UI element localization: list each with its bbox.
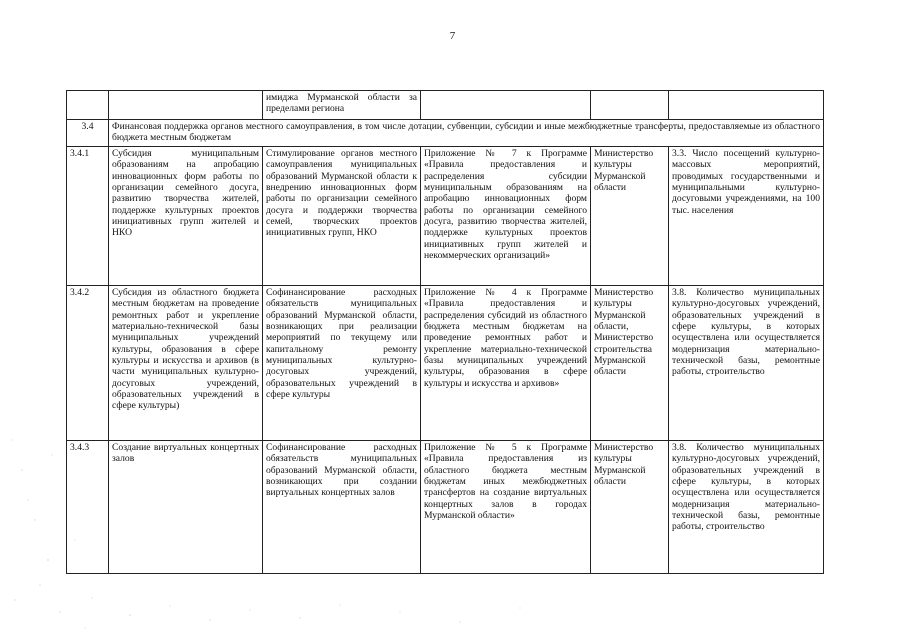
cell-executor: Министерство культуры Мурманской области, Министерство строительства Мурманской области — [591, 286, 669, 441]
cell-document: Приложение № 5 к Программе «Правила предоставления из областного бюджета местным бюджетам иных межбюджетных трансфертов на создание виртуальных концертных залов в городах Мурманской области» — [421, 441, 591, 574]
cell-activity: имиджа Мурманской области за пределами региона — [263, 91, 421, 120]
cell-activity: Стимулирование органов местного самоуправления муниципальных образований Мурманской области к внедрению инновационных форм работы по организации семейного досуга и поддержки творчества семей, творческих проектов инициативных групп, НКО — [263, 147, 421, 286]
cell-activity: Софинансирование расходных обязательств муниципальных образований Мурманской области, возникающих при реализации мероприятий по текущему или капитальному ремонту муниципальных культурно-досуговых учреждений, образовательных учреждений в сфере культуры — [263, 286, 421, 441]
cell-indicator: 3.3. Число посещений культурно-массовых мероприятий, проводимых государственными и муниципальными культурно-досуговыми учреждениями, на 100 тыс. населения — [669, 147, 824, 286]
cell-document: Приложение № 4 к Программе «Правила предоставления и распределения субсидий из областного бюджета местным бюджетам на проведение ремонтных работ и укрепление материально-технической базы муниципальных учреждений культуры, образования в сфере культуры и искусства и архивов» — [421, 286, 591, 441]
cell-executor: Министерство культуры Мурманской области — [591, 441, 669, 574]
section-title: Финансовая поддержка органов местного самоуправления, в том числе дотации, субвенции, субсидии и иные межбюджетные трансферты, предоставляемые из областного бюджета местным бюджетам — [109, 120, 824, 147]
cell-task: Субсидия муниципальным образованиям на апробацию инновационных форм работы по организации семейного досуга, развитию творчества жителей, поддержке культурных проектов инициативных групп жителей и НКО — [109, 147, 263, 286]
cell-num: 3.4.3 — [67, 441, 109, 574]
cell-indicator: 3.8. Количество муниципальных культурно-досуговых учреждений, образовательных учреждений в сфере культуры, в которых осуществлена или осуществляется модернизация материально-технической базы, ремонтные работы, строительство — [669, 441, 824, 574]
section-number: 3.4 — [67, 120, 109, 147]
cell-activity: Софинансирование расходных обязательств муниципальных образований Мурманской области, возникающих при создании виртуальных концертных залов — [263, 441, 421, 574]
cell-indicator: 3.8. Количество муниципальных культурно-досуговых учреждений, образовательных учреждений в сфере культуры, в которых осуществлена или осуществляется модернизация материально-технической базы, ремонтные работы, строительство — [669, 286, 824, 441]
cell-executor: Министерство культуры Мурманской области — [591, 147, 669, 286]
cell-task: Создание виртуальных концертных залов — [109, 441, 263, 574]
cell-num: 3.4.2 — [67, 286, 109, 441]
cell-task: Субсидия из областного бюджета местным бюджетам на проведение ремонтных работ и укрепление материально-технической базы муниципальных учреждений культуры, образования в сфере культуры и искусства и архивов (в части муниципальных культурно-досуговых учреждений, образовательных учреждений в сфере культуры) — [109, 286, 263, 441]
cell-num: 3.4.1 — [67, 147, 109, 286]
page-number: 7 — [449, 30, 456, 42]
cell-document: Приложение № 7 к Программе «Правила предоставления и распределения субсидии муниципальным образованиям на апробацию инновационных форм работы по организации семейного досуга, развитию творчества жителей, поддержке культурных проектов инициативных групп жителей и некоммерческих организаций» — [421, 147, 591, 286]
